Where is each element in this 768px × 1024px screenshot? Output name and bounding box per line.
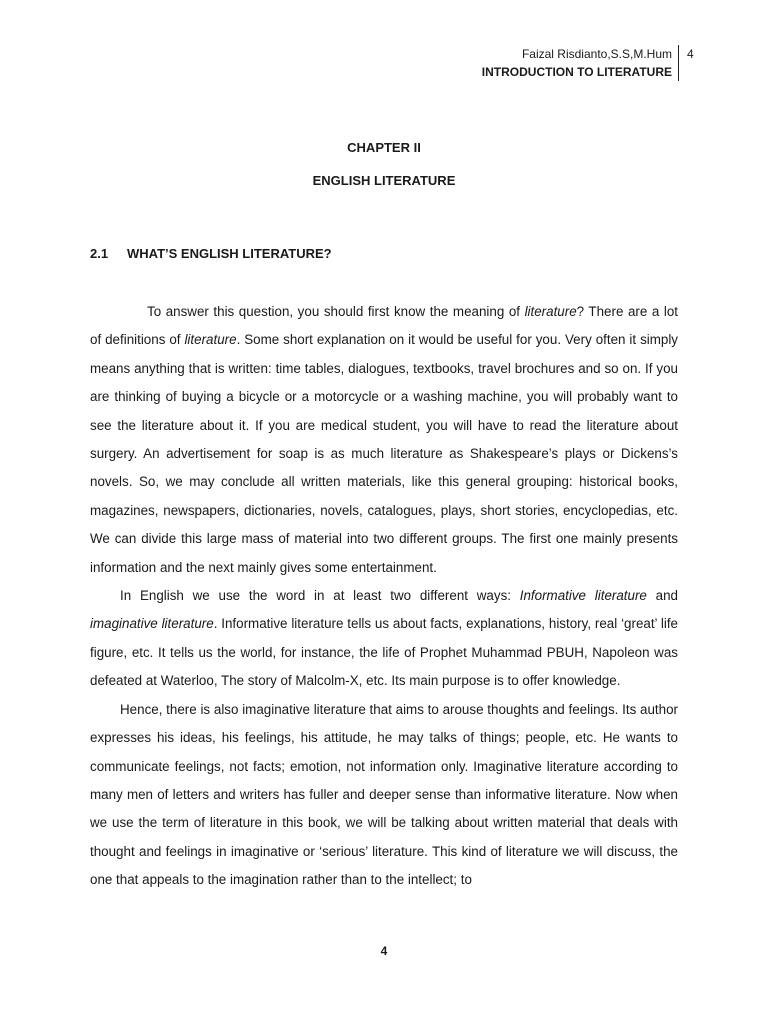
chapter-title: ENGLISH LITERATURE	[312, 173, 456, 188]
p1-emphasis-1: literature	[524, 304, 577, 319]
p1-emphasis-2: literature	[184, 332, 237, 348]
header-author: Faizal Risdianto,S.S,M.Hum	[521, 47, 672, 61]
header-page-number: 4	[687, 47, 694, 61]
p2-emphasis-2: imaginative literature	[90, 616, 214, 632]
p1-text-c: . Some short explanation on it would be useful for you. Very often it simply means anything that is written: time tables, dialogues, textbooks, travel brochures and so on. If you are thinking of buying a bicycle or a motorcycle or a washing machine, you will probably want to see the literature about it. If you are medical student, you will have to read the literature about surgery. An advertisement for soap is as much literature as Shakespeare’s plays or Dickens’s novels. So, we may conclude all written materials, like this general grouping: historical books, magazines, newspapers, dictionaries, novels, catalogues, plays, short stories, encyclopedias, etc. We can divide this large mass of material into two different groups. The first one mainly presents information and the next mainly gives some entertainment.	[90, 332, 679, 575]
paragraph-2	[90, 582, 678, 696]
section-title: WHAT’S ENGLISH LITERATURE?	[127, 246, 332, 261]
header-course: INTRODUCTION TO LITERATURE	[481, 65, 672, 79]
paragraph-3: Hence, there is also imaginative literature that aims to arouse thoughts and feelings. Its author expresses his ideas, his feelings, his attitude, he may talks of things; people, etc. He wants to communicate feelings, not facts; emotion, not information only. Imaginative literature according to many men of letters and writers has fuller and deeper sense than informative literature. Now when we use the term of literature in this book, we will be talking about written material that deals with thought and feelings in imaginative or ‘serious’ literature. This kind of literature we will discuss, the one that appeals to the imagination rather than to the intellect; to	[90, 701, 678, 888]
p2-text-a: In English we use the word in at least two different ways:	[120, 588, 520, 604]
p2-text-b: and	[646, 588, 678, 604]
footer-page-number: 4	[380, 944, 388, 958]
section-heading	[90, 246, 332, 261]
section-number: 2.1	[90, 246, 109, 261]
body-text	[90, 298, 678, 895]
p1-text-a: To answer this question, you should first know the meaning of	[147, 304, 525, 319]
running-header	[482, 45, 679, 81]
p1-text-b: ? There are a lot of definitions of	[90, 304, 678, 348]
chapter-label: CHAPTER II	[347, 140, 421, 155]
p2-text-c: . Informative literature tells us about facts, explanations, history, real ‘great’ life figure, etc. It tells us the world, for instance, the life of Prophet Muhammad PBUH, Napoleon was defeated at Waterloo, The story of Malcolm-X, etc. Its main purpose is to offer knowledge.	[90, 616, 678, 689]
p2-emphasis-1: Informative literature	[519, 588, 647, 604]
paragraph-1	[90, 298, 678, 582]
